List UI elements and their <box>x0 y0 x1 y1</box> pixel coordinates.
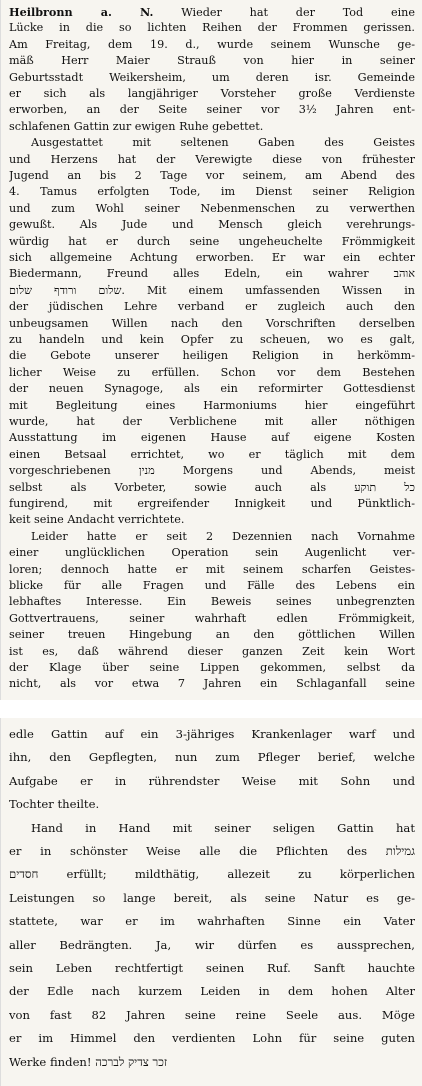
article-line: Hand in Hand mit seiner seligen Gattin hat <box>31 820 415 835</box>
article-line: selbst als Vorbeter, sowie auch als כל תוקע <box>9 480 415 494</box>
article-line: er sich als langjähriger Vorsteher große Verdienste <box>9 87 415 100</box>
article-line: Tochter theilte. <box>9 797 100 812</box>
article-line: Geburtsstadt Weikersheim, um deren isr. Gemeinde <box>9 70 415 84</box>
article-line: חסדים erfüllt; mildthätig, allezeit zu körperlichen <box>9 867 415 882</box>
article-line: licher Weise zu erfüllen. Schon vor dem Bestehen <box>9 365 415 379</box>
clipping-gap <box>0 700 422 718</box>
article-line: einer unglücklichen Operation sein Augenlicht ver- <box>9 546 415 560</box>
article-heading-line: Heilbronn a. N. Wieder hat der Tod eine <box>9 5 415 19</box>
article-line: vorgeschriebenen מנין Morgens und Abends, meist <box>9 464 415 478</box>
dateline: Heilbronn a. N. <box>9 5 154 19</box>
article-line: und Herzens hat der Verewigte diese von frühester <box>9 152 415 166</box>
article-line: die Gebote unserer heiligen Religion in herkömm- <box>9 349 415 363</box>
article-line: loren; dennoch hatte er mit seinem scharfen Geistes- <box>9 562 415 576</box>
article-line: Leider hatte er seit 2 Dezennien nach Vornahme <box>31 529 415 543</box>
article-line: Biedermann, Freund alles Edeln, ein wahrer אוהב <box>9 267 415 281</box>
article-line: Werke finden! זכר צדיק לברכה <box>9 1054 168 1069</box>
article-line: ihn, den Gepflegten, nun zum Pfleger berief, welche <box>9 750 415 765</box>
article-line: edle Gattin auf ein 3-jähriges Krankenlager warf und <box>9 727 415 741</box>
article-line: mäß Herr Maier Strauß von hier in seiner <box>9 54 415 68</box>
article-line: schlafenen Gattin zur ewigen Ruhe gebettet. <box>9 119 264 133</box>
article-line: aller Bedrängten. Ja, wir dürfen es aussprechen, <box>9 937 415 952</box>
article-line: unbeugsamen Willen nach den Vorschriften derselben <box>9 316 415 330</box>
article-line: lebhaftes Interesse. Ein Beweis seines unbegrenzten <box>9 595 415 609</box>
article-line: Am Freitag, dem 19. d., wurde seinem Wunsche ge- <box>9 37 415 51</box>
article-line: der neuen Synagoge, als ein reformirter Gottesdienst <box>9 382 415 396</box>
article-line: nicht, als vor etwa 7 Jahren ein Schlaganfall seine <box>9 677 415 691</box>
article-line: Leistungen so lange bereit, als seine Natur es ge- <box>9 890 415 905</box>
article-line: ist es, daß während dieser ganzen Zeit kein Wort <box>9 644 415 658</box>
article-line: keit seine Andacht verrichtete. <box>9 513 185 527</box>
article-line: und zum Wohl seiner Nebenmenschen zu verwerthen <box>9 201 415 215</box>
article-line: er im Himmel den verdienten Lohn für seine guten <box>9 1031 415 1046</box>
article-line: Jugend an bis 2 Tage vor seinem, am Abend des <box>9 169 415 182</box>
article-line: der Edle nach kurzem Leiden in dem hohen Alter <box>9 984 415 999</box>
article-line: erworben, an der Seite seiner vor 3½ Jahren ent- <box>9 103 415 117</box>
article-line: fungirend, mit ergreifender Innigkeit und Pünktlich- <box>9 497 415 510</box>
article-line: mit Begleitung eines Harmoniums hier eingeführt <box>9 398 415 412</box>
article-line: würdig hat er durch seine ungeheuchelte Frömmigkeit <box>9 234 415 248</box>
article-line: gewußt. Als Jude und Mensch gleich verehrungs- <box>9 218 415 232</box>
article-line: zu handeln und kein Opfer zu scheuen, wo es galt, <box>9 333 415 346</box>
article-line: sich allgemeine Achtung erworben. Er war ein echter <box>9 251 415 264</box>
article-line: 4. Tamus erfolgten Tode, im Dienst seiner Religion <box>9 185 415 199</box>
article-line: שלום ורודף שלום. Mit einem umfassenden Wissen in <box>9 283 415 297</box>
article-line: einen Betsaal errichtet, wo er täglich mit dem <box>9 447 415 461</box>
article-line: Ausgestattet mit seltenen Gaben des Geistes <box>31 136 415 150</box>
article-line: Ausstattung im eigenen Hause auf eigene Kosten <box>9 431 415 445</box>
article-line: stattete, war er im wahrhaften Sinne ein Vater <box>9 914 415 929</box>
article-line: blicke für alle Fragen und Fälle des Lebens ein <box>9 579 415 592</box>
article-line: wurde, hat der Verblichene mit aller nöthigen <box>9 415 415 428</box>
article-line: der jüdischen Lehre verband er zugleich auch den <box>9 300 415 314</box>
article-line: seiner treuen Hingebung an den göttlichen Willen <box>9 628 415 642</box>
article-line: sein Leben rechtfertigt seinen Ruf. Sanft hauchte <box>9 961 415 975</box>
article-line: Gottvertrauens, seiner wahrhaft edlen Frömmigkeit, <box>9 611 415 625</box>
article-line: der Klage über seine Lippen gekommen, selbst da <box>9 661 415 674</box>
article-line: von fast 82 Jahren seine reine Seele aus. Möge <box>9 1007 415 1022</box>
article-line: er in schönster Weise alle die Pflichten des גמילות <box>9 844 415 858</box>
article-clipping-part-2 <box>0 718 422 1086</box>
article-line: Aufgabe er in rührendster Weise mit Sohn und <box>9 773 415 788</box>
article-line: Lücke in die so lichten Reihen der Frommen gerissen. <box>9 21 415 35</box>
